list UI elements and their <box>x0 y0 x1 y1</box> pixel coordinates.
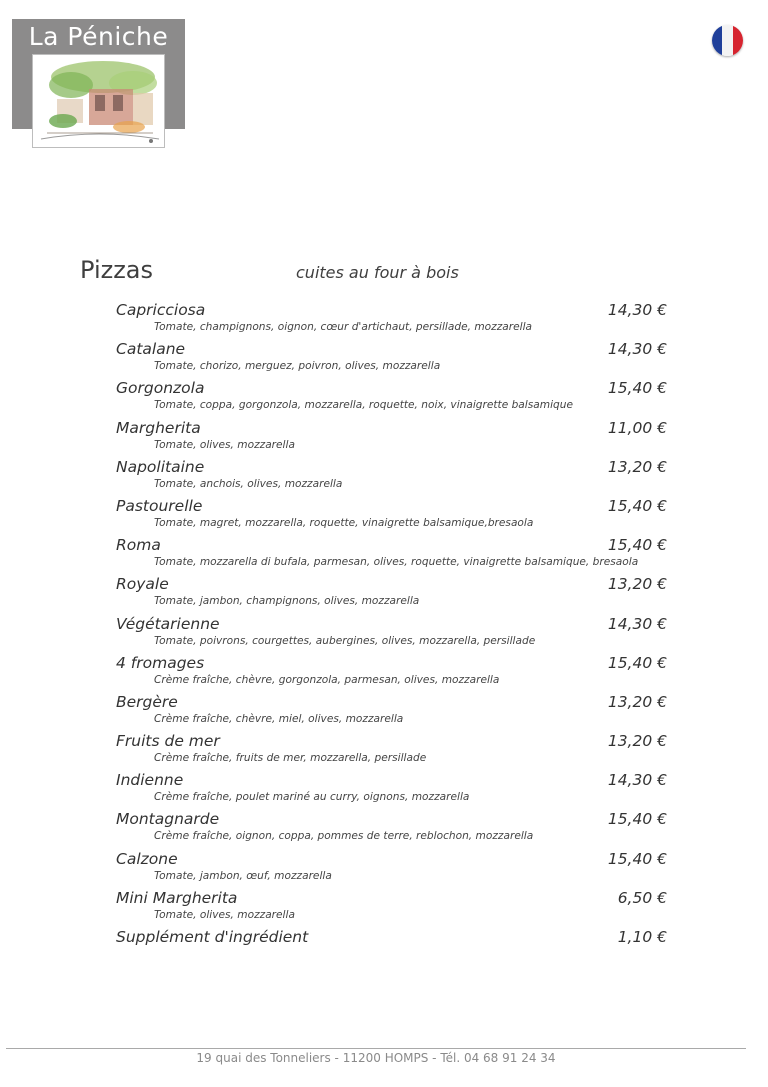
item-price: 11,00 € <box>607 418 667 437</box>
item-price: 14,30 € <box>607 771 667 790</box>
menu-item <box>116 379 667 418</box>
logo-title: La Péniche <box>28 22 169 51</box>
item-description: Tomate, mozzarella di bufala, parmesan, olives, roquette, vinaigrette balsamique, bresaola <box>154 556 639 569</box>
item-name: Roma <box>116 536 161 555</box>
menu-item <box>116 850 667 889</box>
item-price: 13,20 € <box>607 732 667 751</box>
menu-item <box>116 497 667 536</box>
item-description: Tomate, magret, mozzarella, roquette, vinaigrette balsamique,bresaola <box>154 516 534 529</box>
item-description: Tomate, jambon, champignons, olives, mozzarella <box>154 595 420 608</box>
menu-item <box>116 771 667 810</box>
item-price: 1,10 € <box>617 928 667 946</box>
item-price: 15,40 € <box>607 810 667 829</box>
item-name: Montagnarde <box>116 810 220 829</box>
item-price: 15,40 € <box>607 536 667 555</box>
item-name: Supplément d'ingrédient <box>116 928 309 946</box>
menu-item <box>116 419 667 458</box>
menu-item <box>116 301 667 340</box>
menu-item <box>116 810 667 849</box>
item-description: Tomate, coppa, gorgonzola, mozzarella, roquette, noix, vinaigrette balsamique <box>154 399 573 412</box>
footer-divider <box>6 1048 746 1049</box>
menu-item <box>116 654 667 693</box>
menu-item <box>116 732 667 771</box>
item-description: Tomate, champignons, oignon, cœur d'artichaut, persillade, mozzarella <box>154 321 533 333</box>
item-name: Royale <box>116 575 169 594</box>
item-price: 13,20 € <box>607 457 667 476</box>
item-name: Calzone <box>116 849 178 868</box>
restaurant-illustration <box>32 54 165 148</box>
item-name: Fruits de mer <box>116 732 220 751</box>
item-name: Catalane <box>116 340 186 359</box>
item-description: Tomate, poivrons, courgettes, aubergines, olives, mozzarella, persillade <box>154 634 536 647</box>
item-name: Bergère <box>116 692 178 711</box>
item-price: 15,40 € <box>607 849 667 868</box>
menu-item <box>116 889 667 928</box>
menu-item <box>116 340 667 379</box>
restaurant-logo[interactable] <box>12 19 185 129</box>
french-flag-icon[interactable] <box>712 25 743 56</box>
menu-item <box>116 458 667 497</box>
item-price: 14,30 € <box>607 340 667 359</box>
item-price: 14,30 € <box>607 614 667 633</box>
item-name: Napolitaine <box>116 457 205 476</box>
item-name: Végétarienne <box>116 614 220 633</box>
item-name: Capricciosa <box>116 301 206 319</box>
menu-item <box>116 615 667 654</box>
item-description: Tomate, anchois, olives, mozzarella <box>154 477 343 490</box>
footer-address: 19 quai des Tonneliers - 11200 HOMPS - Tél. 04 68 91 24 34 <box>196 1051 556 1065</box>
section-title: Pizzas <box>80 256 154 284</box>
item-description: Crème fraîche, oignon, coppa, pommes de terre, reblochon, mozzarella <box>154 830 534 843</box>
item-price: 15,40 € <box>607 496 667 515</box>
menu-item-supplement <box>116 928 667 967</box>
item-price: 13,20 € <box>607 692 667 711</box>
item-name: Margherita <box>116 418 201 437</box>
item-price: 15,40 € <box>607 379 667 398</box>
item-name: Pastourelle <box>116 496 203 515</box>
menu-item <box>116 575 667 614</box>
item-price: 13,20 € <box>607 575 667 594</box>
item-description: Tomate, jambon, œuf, mozzarella <box>154 869 332 882</box>
item-price: 15,40 € <box>607 653 667 672</box>
item-description: Tomate, olives, mozzarella <box>154 438 295 451</box>
item-description: Crème fraîche, chèvre, miel, olives, mozzarella <box>154 712 404 725</box>
item-description: Crème fraîche, fruits de mer, mozzarella, persillade <box>154 752 427 765</box>
item-description: Crème fraîche, poulet mariné au curry, oignons, mozzarella <box>154 791 470 804</box>
item-name: Mini Margherita <box>116 888 238 907</box>
item-name: Indienne <box>116 771 184 790</box>
item-description: Tomate, chorizo, merguez, poivron, olives, mozzarella <box>154 360 441 373</box>
item-name: Gorgonzola <box>116 379 205 398</box>
item-description: Tomate, olives, mozzarella <box>154 908 295 921</box>
menu-item <box>116 536 667 575</box>
item-description: Crème fraîche, chèvre, gorgonzola, parmesan, olives, mozzarella <box>154 673 500 686</box>
section-subtitle: cuites au four à bois <box>296 263 459 282</box>
item-price: 14,30 € <box>607 301 667 319</box>
item-name: 4 fromages <box>116 653 205 672</box>
menu-item <box>116 693 667 732</box>
item-price: 6,50 € <box>617 888 667 907</box>
pizza-menu-list <box>116 301 667 967</box>
